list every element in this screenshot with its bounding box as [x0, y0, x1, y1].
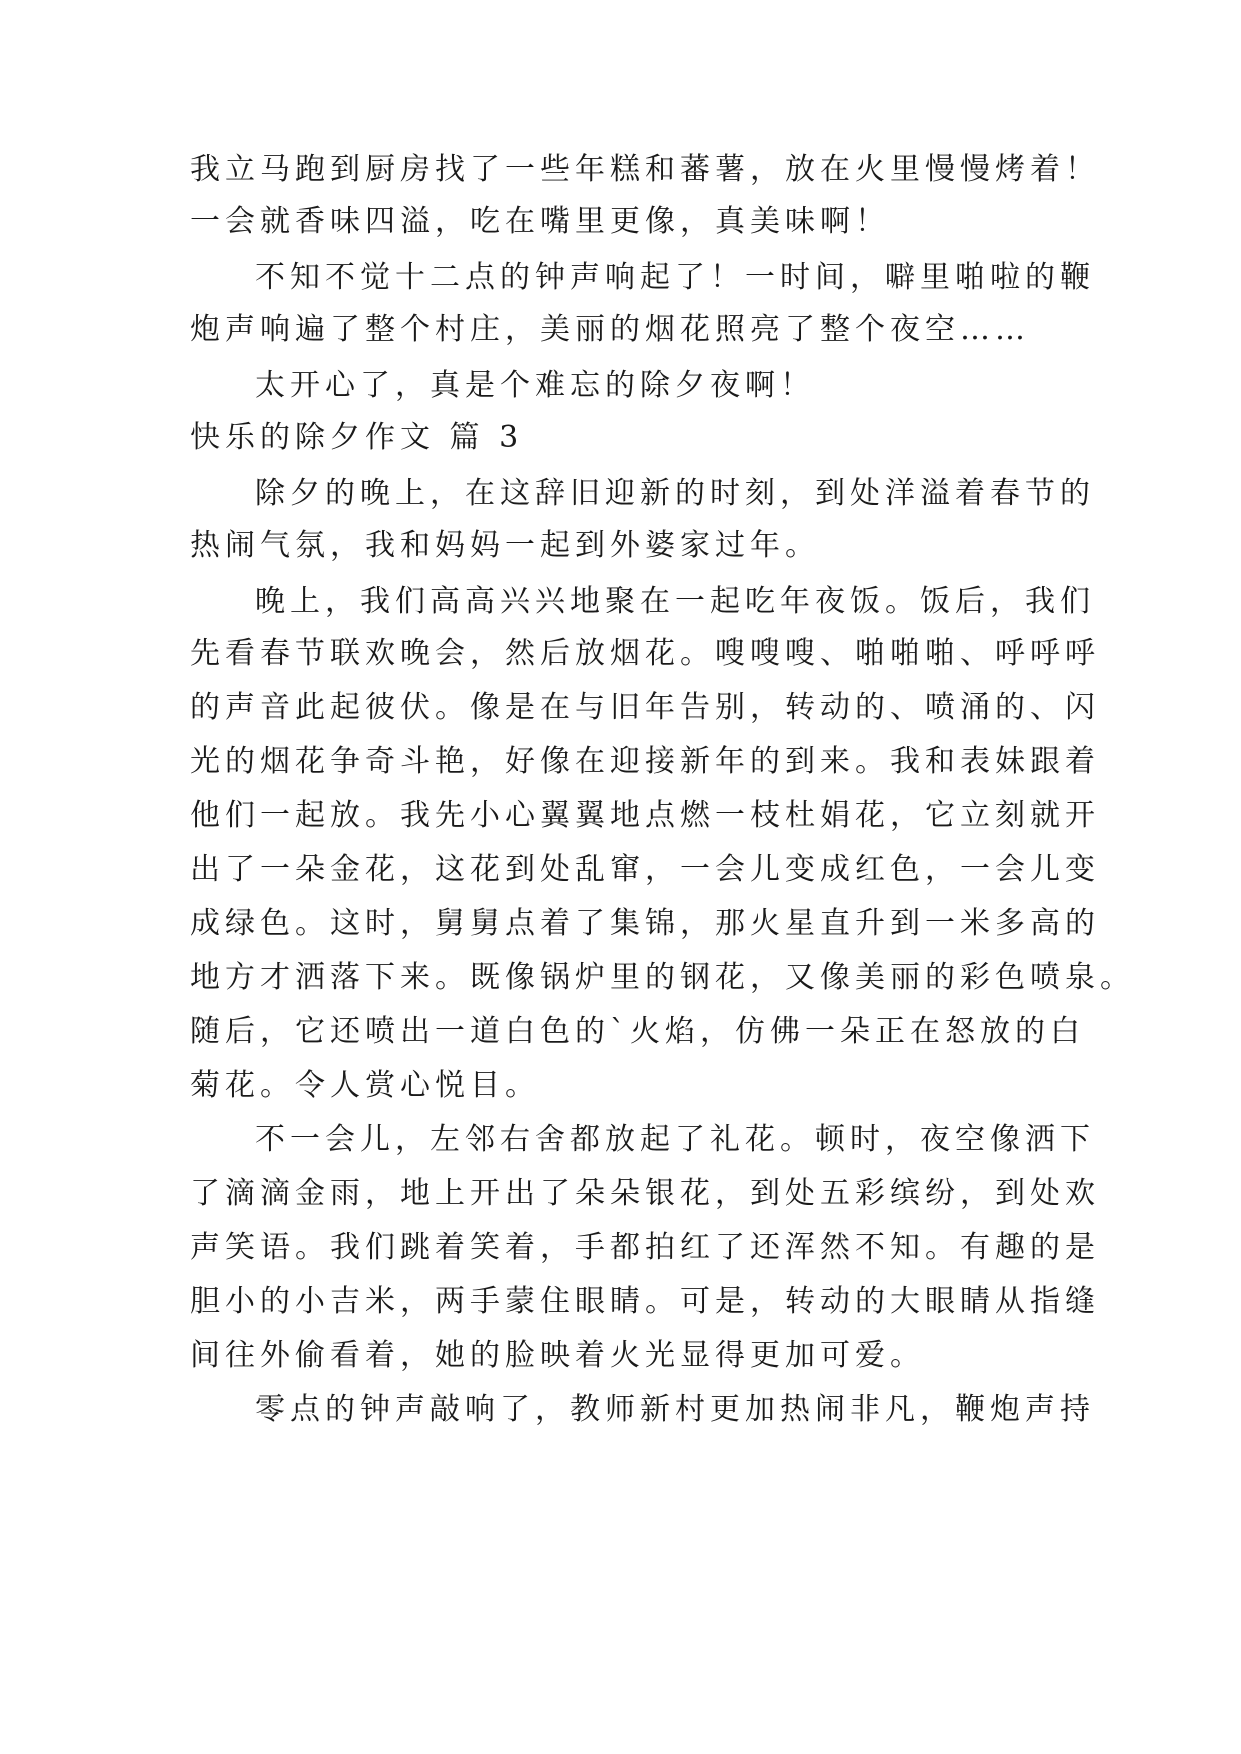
text-line: 胆小的小吉米，两手蒙住眼睛。可是，转动的大眼睛从指缝 [190, 1284, 1100, 1319]
section-heading: 快乐的除夕作文 篇 3 [190, 420, 524, 455]
text-line: 光的烟花争奇斗艳，好像在迎接新年的到来。我和表妹跟着 [190, 744, 1100, 779]
text-line: 随后，它还喷出一道白色的`火焰，仿佛一朵正在怒放的白 [190, 1014, 1085, 1049]
text-line: 先看春节联欢晚会，然后放烟花。嗖嗖嗖、啪啪啪、呼呼呼 [190, 636, 1100, 671]
text-line: 不一会儿，左邻右舍都放起了礼花。顿时，夜空像洒下 [255, 1122, 1095, 1157]
text-line: 不知不觉十二点的钟声响起了！一时间，噼里啪啦的鞭 [255, 260, 1095, 295]
text-line: 地方才洒落下来。既像锅炉里的钢花，又像美丽的彩色喷泉。 [190, 960, 1135, 995]
text-line: 太开心了，真是个难忘的除夕夜啊！ [255, 368, 815, 403]
text-line: 炮声响遍了整个村庄，美丽的烟花照亮了整个夜空…… [190, 312, 1030, 347]
text-line: 晚上，我们高高兴兴地聚在一起吃年夜饭。饭后，我们 [255, 584, 1095, 619]
text-line: 间往外偷看着，她的脸映着火光显得更加可爱。 [190, 1338, 925, 1373]
text-line: 声笑语。我们跳着笑着，手都拍红了还浑然不知。有趣的是 [190, 1230, 1100, 1265]
text-line: 一会就香味四溢，吃在嘴里更像，真美味啊！ [190, 204, 890, 239]
text-line: 了滴滴金雨，地上开出了朵朵银花，到处五彩缤纷，到处欢 [190, 1176, 1100, 1211]
text-line: 他们一起放。我先小心翼翼地点燃一枝杜娟花，它立刻就开 [190, 798, 1100, 833]
text-line: 零点的钟声敲响了，教师新村更加热闹非凡，鞭炮声持 [255, 1392, 1095, 1427]
text-line: 出了一朵金花，这花到处乱窜，一会儿变成红色，一会儿变 [190, 852, 1100, 887]
text-line: 的声音此起彼伏。像是在与旧年告别，转动的、喷涌的、闪 [190, 690, 1100, 725]
text-line: 热闹气氛，我和妈妈一起到外婆家过年。 [190, 528, 820, 563]
text-line: 菊花。令人赏心悦目。 [190, 1068, 540, 1103]
text-line: 成绿色。这时，舅舅点着了集锦，那火星直升到一米多高的 [190, 906, 1100, 941]
text-line: 我立马跑到厨房找了一些年糕和蕃薯，放在火里慢慢烤着！ [190, 152, 1100, 187]
text-line: 除夕的晚上，在这辞旧迎新的时刻，到处洋溢着春节的 [255, 476, 1095, 511]
